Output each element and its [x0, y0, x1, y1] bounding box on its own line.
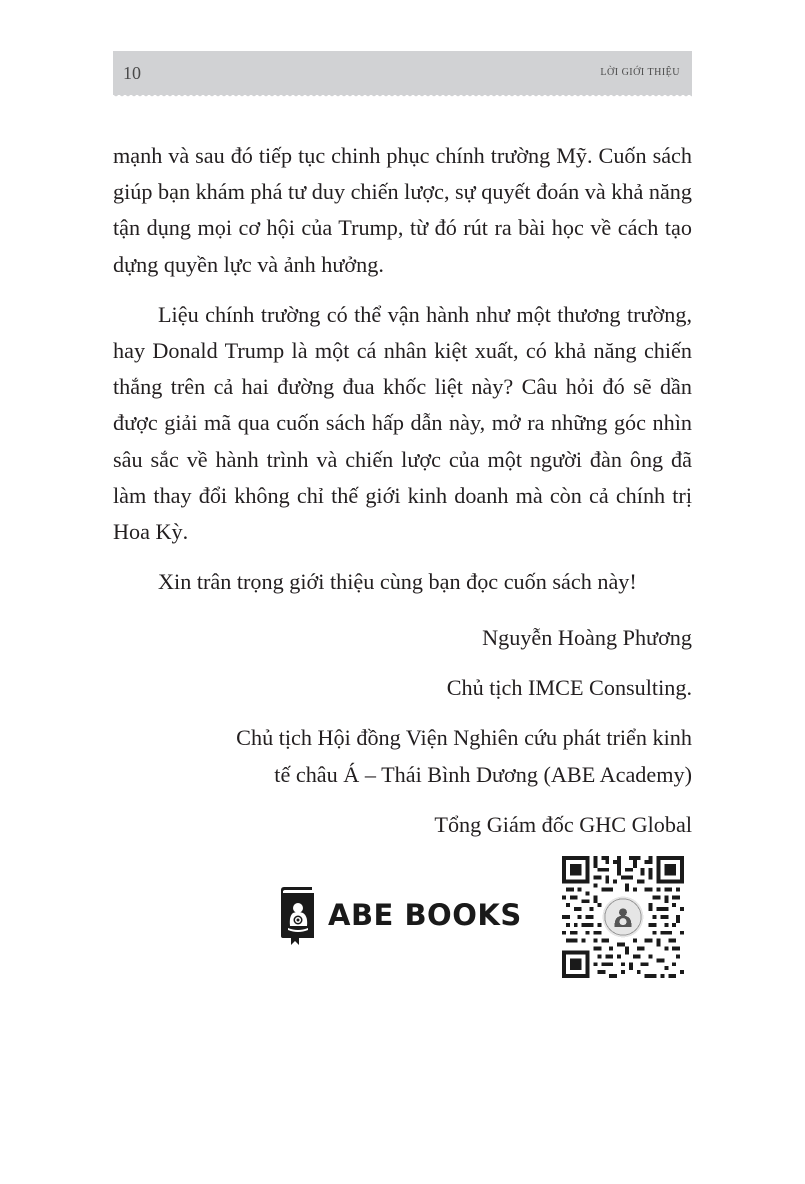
author-title-3: Tổng Giám đốc GHC Global [434, 811, 692, 837]
paragraph-2: Liệu chính trường có thể vận hành như một thương trường, hay Donald Trump là một cá nhân kiệt xuất, có khả năng chiến thắng trên cả hai đường đua khốc liệt này? Câu hỏi đó sẽ dần được giải mã qua cuốn sách hấp dẫn này, mở ra những góc nhìn sâu sắc về hành trình và chiến lược của một người đàn ông đã làm thay đổi không chỉ thế giới kinh doanh mà còn cả chính trị Hoa Kỳ. [113, 301, 692, 545]
author-title-2-line-2: tế châu Á – Thái Bình Dương (ABE Academy) [274, 761, 692, 787]
paragraph-1: mạnh và sau đó tiếp tục chinh phục chính trường Mỹ. Cuốn sách giúp bạn khám phá tư duy chiến lược, sự quyết đoán và khả năng tận dụng mọi cơ hội của Trump, từ đó rút ra bài học về cách tạo dựng quyền lực và ảnh hưởng. [113, 143, 692, 277]
book-with-emblem-icon [278, 886, 316, 946]
author-title-2-line-1: Chủ tịch Hội đồng Viện Nghiên cứu phát triển kinh [236, 725, 692, 751]
author-title-1: Chủ tịch IMCE Consulting. [446, 675, 692, 701]
running-title: LỜI GIỚI THIỆU [600, 67, 680, 78]
qr-code-icon[interactable] [561, 856, 685, 978]
signature-block [150, 620, 692, 857]
paragraph-3: Xin trân trọng giới thiệu cùng bạn đọc cuốn sách này! [158, 569, 637, 595]
publisher-logo [278, 886, 522, 946]
running-header [113, 51, 692, 95]
publisher-name: ABE BOOKS [328, 898, 522, 932]
page-number: 10 [123, 63, 141, 83]
author-name: Nguyễn Hoàng Phương [482, 625, 692, 650]
body-text [113, 138, 692, 614]
